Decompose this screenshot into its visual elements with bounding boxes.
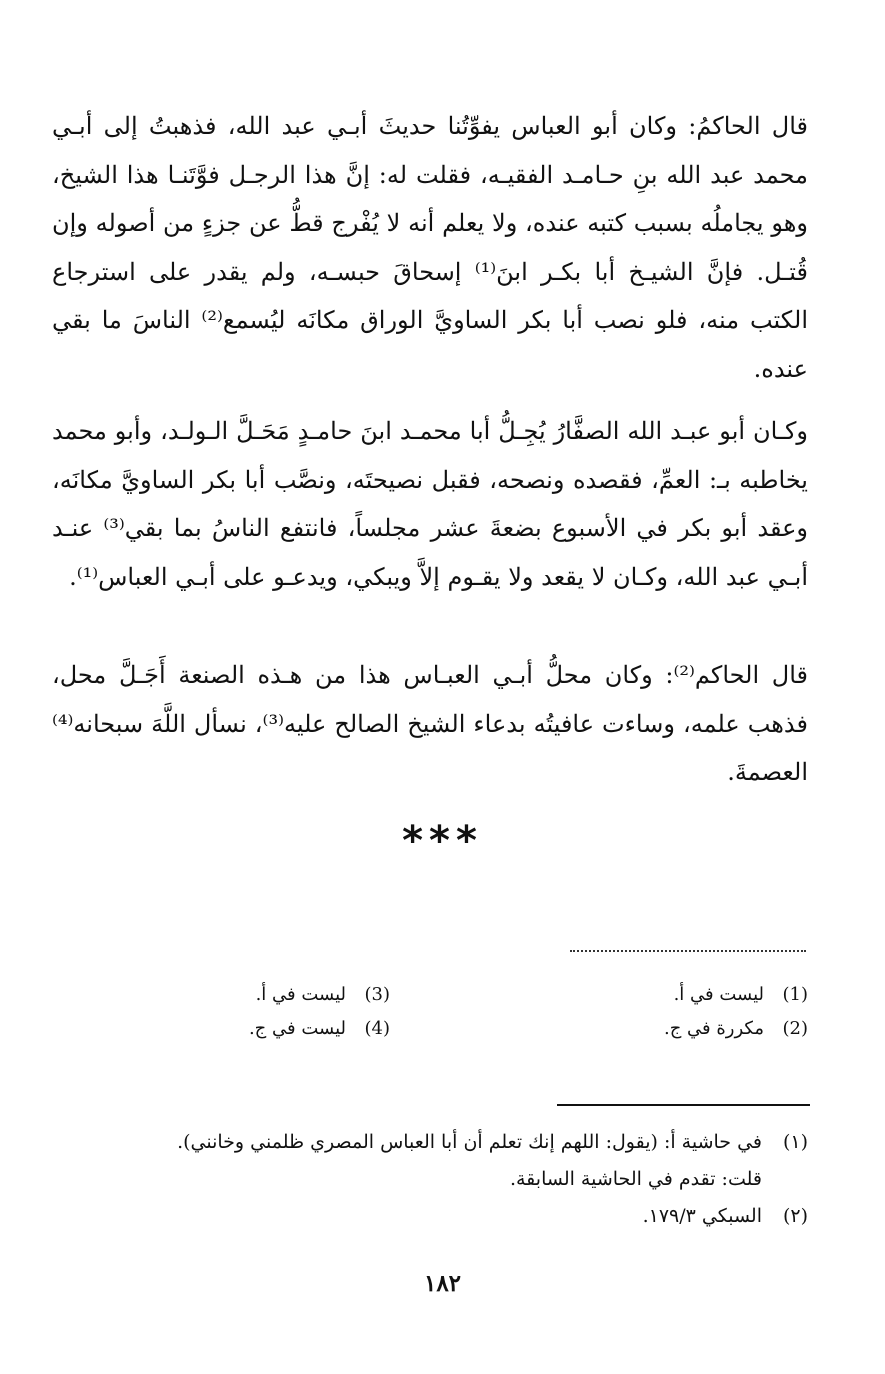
footnote-number: (٢) xyxy=(782,1205,808,1227)
variant-note-number: (1) xyxy=(782,984,808,1005)
variant-note-text: مكررة في ج. xyxy=(663,1018,764,1039)
footnote-number: (١) xyxy=(782,1131,808,1153)
variant-note-text: ليست في ج. xyxy=(248,1018,346,1039)
page-number: ١٨٢ xyxy=(423,1270,462,1297)
dotted-divider xyxy=(570,950,806,952)
body-paragraph-2: وكـان أبو عبـد الله الصفَّارُ يُجِـلُّ أبا محمـد ابنَ حامـدٍ مَحَـلَّ الـولـد، وأبو محمد يخاطبه بـ: العمِّ، فقصده ونصحه، فقبل نصيحتَه، ونصَّب أبا بكر الساويَّ مكانَه، وعقد أبو بكر في الأسبوع بضعةَ عشر مجلساً، فانتفع الناسُ بما بقي⁽³⁾ عنـد أبـي عبد الله، وكـان لا يقعد ولا يقـوم إلاَّ ويبكي، ويدعـو على أبـي العباس⁽¹⁾. xyxy=(52,417,808,591)
footnote xyxy=(52,1161,808,1198)
section-separator: *** xyxy=(402,818,483,864)
variant-notes-right xyxy=(560,978,808,1046)
footnote-rule xyxy=(557,1104,810,1106)
footnote xyxy=(52,1124,808,1161)
variant-note-number: (4) xyxy=(364,1018,390,1039)
footnote-text: في حاشية أ: (يقول: اللهم إنك تعلم أن أبا العباس المصري ظلمني وخانني). xyxy=(177,1131,762,1153)
variant-note-text: ليست في أ. xyxy=(255,984,346,1005)
footnotes xyxy=(52,1124,808,1235)
footnote xyxy=(52,1198,808,1235)
variant-note-number: (2) xyxy=(782,1018,808,1039)
body-paragraph-3: قال الحاكم⁽²⁾: وكان محلُّ أبـي العبـاس هذا من هـذه الصنعة أَجَـلَّ محل، فذهب علمه، وساءت عافيتُه بدعاء الشيخ الصالح عليه⁽³⁾، نسأل اللَّهَ سبحانه⁽⁴⁾ العصمةَ. xyxy=(52,661,809,786)
variant-note-number: (3) xyxy=(364,984,390,1005)
variant-note xyxy=(560,1012,808,1046)
variant-note xyxy=(180,978,390,1012)
variant-note-text: ليست في أ. xyxy=(673,984,764,1005)
variant-note xyxy=(180,1012,390,1046)
body-paragraph-1: قال الحاكمُ: وكان أبو العباس يفوِّتُنا حديثَ أبـي عبد الله، فذهبتُ إلى أبـي محمد عبد الله بنِ حـامـد الفقيـه، فقلت له: إنَّ هذا الرجـل فوَّتَنـا هذا الشيخ، وهو يجاملُه بسبب كتبه عنده، ولا يعلم أنه لا يُفْرج قطُّ عن جزءٍ من أصوله وإن قُتـل. فإنَّ الشيـخ أبا بكـر ابنَ⁽¹⁾ إسحاقَ حبسـه، ولم يقدر على استرجاع الكتب منه، فلو نصب أبا بكر الساويَّ الوراق مكانَه ليُسمع⁽²⁾ الناسَ ما بقي عنده. xyxy=(52,112,809,383)
variant-notes-left xyxy=(180,978,390,1046)
footnote-text: قلت: تقدم في الحاشية السابقة. xyxy=(509,1168,762,1190)
variant-note xyxy=(560,978,808,1012)
footnote-text: السبكي ١٧٩/٣. xyxy=(642,1205,762,1227)
